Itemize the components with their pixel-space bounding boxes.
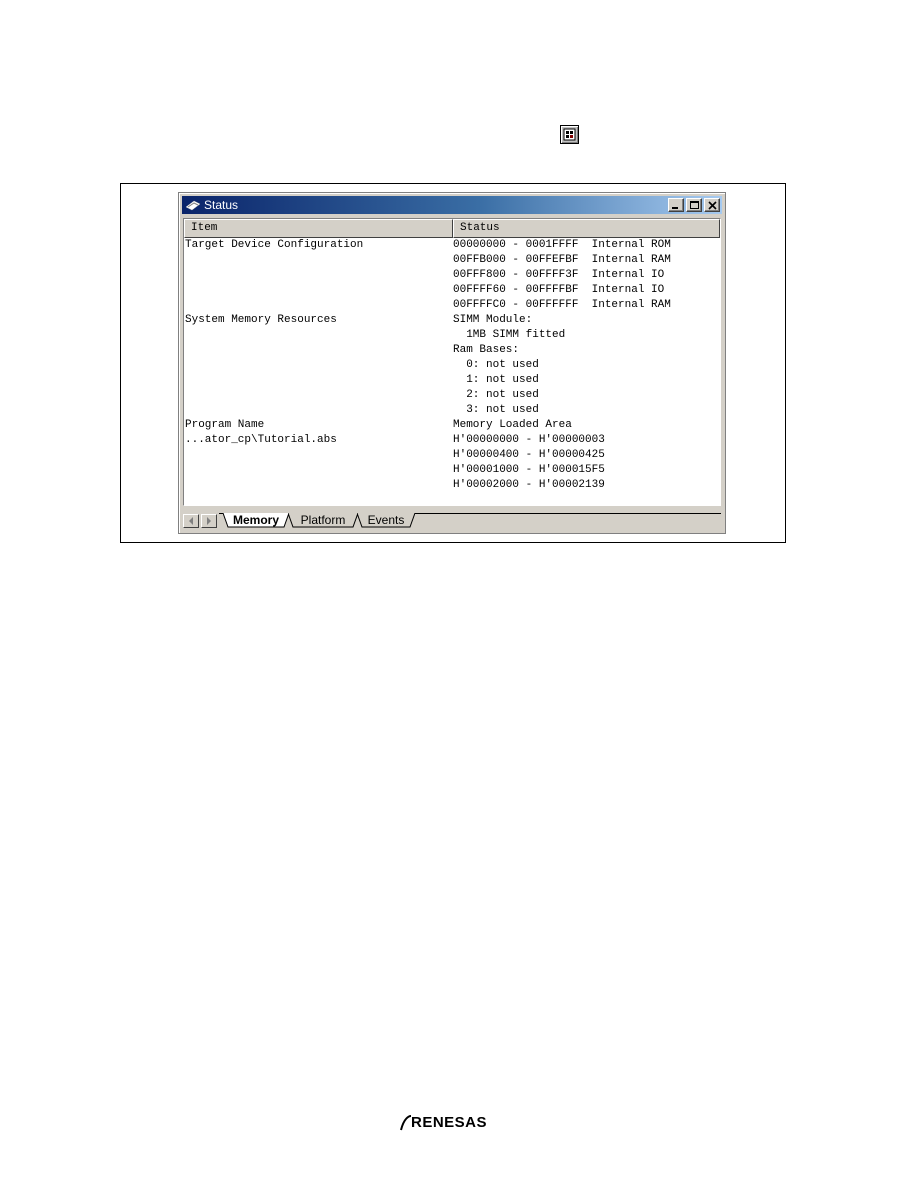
table-row[interactable] (184, 448, 720, 463)
cell-item: Program Name (185, 419, 265, 431)
table-row[interactable] (184, 298, 720, 313)
cell-status: H'00001000 - H'000015F5 (453, 464, 605, 476)
column-header-item[interactable]: Item (184, 219, 453, 238)
cell-status: H'00002000 - H'00002139 (453, 479, 605, 491)
cell-status: 3: not used (453, 404, 539, 416)
close-icon (708, 201, 717, 210)
table-row[interactable] (184, 418, 720, 433)
column-header-status[interactable]: Status (453, 219, 720, 238)
tab-scroll-right-button[interactable] (201, 514, 217, 528)
table-row[interactable] (184, 478, 720, 493)
minimize-button[interactable] (668, 198, 684, 212)
window-app-icon (185, 198, 201, 212)
table-row[interactable] (184, 373, 720, 388)
table-row[interactable] (184, 403, 720, 418)
tab-scroll-left-button[interactable] (183, 514, 199, 528)
maximize-button[interactable] (686, 198, 702, 212)
cell-status: 2: not used (453, 389, 539, 401)
arrow-right-icon (206, 517, 212, 525)
title-bar[interactable] (182, 196, 722, 214)
cell-status: 00FFF800 - 00FFFF3F Internal IO (453, 269, 665, 281)
cell-status: 0: not used (453, 359, 539, 371)
cell-status: H'00000400 - H'00000425 (453, 449, 605, 461)
status-window (178, 192, 726, 534)
cell-status: 00000000 - 0001FFFF Internal ROM (453, 239, 671, 251)
table-row[interactable] (184, 343, 720, 358)
table-row[interactable] (184, 358, 720, 373)
table-row[interactable] (184, 283, 720, 298)
table-row[interactable] (184, 433, 720, 448)
minimize-icon (672, 201, 680, 209)
cell-status: 1: not used (453, 374, 539, 386)
cell-status: SIMM Module: (453, 314, 533, 326)
tab-memory[interactable] (223, 513, 289, 528)
status-list[interactable] (183, 218, 721, 506)
table-row[interactable] (184, 268, 720, 283)
cell-item: System Memory Resources (185, 314, 337, 326)
window-title: Status (204, 198, 239, 212)
tab-strip (183, 509, 721, 529)
logo-text: RENESAS (411, 1114, 488, 1131)
cell-status: Ram Bases: (453, 344, 520, 356)
table-row[interactable] (184, 463, 720, 478)
table-row[interactable] (184, 238, 720, 253)
table-row[interactable] (184, 328, 720, 343)
table-row[interactable] (184, 388, 720, 403)
tab-events[interactable] (357, 513, 415, 528)
tab-platform-label: Platform (300, 513, 346, 527)
close-button[interactable] (704, 198, 720, 212)
table-row[interactable] (184, 313, 720, 328)
tab-events-label: Events (367, 513, 405, 527)
cell-item: ...ator_cp\Tutorial.abs (185, 434, 337, 446)
tab-platform[interactable] (288, 513, 358, 528)
maximize-icon (690, 201, 699, 210)
table-row[interactable] (184, 253, 720, 268)
cell-status: 1MB SIMM fitted (453, 329, 566, 341)
cell-status: 00FFFFC0 - 00FFFFFF Internal RAM (453, 299, 671, 311)
cell-status: H'00000000 - H'00000003 (453, 434, 605, 446)
cell-status: Memory Loaded Area (453, 419, 572, 431)
cell-status: 00FFB000 - 00FFEFBF Internal RAM (453, 254, 671, 266)
renesas-logo (400, 1113, 508, 1133)
status-window-toolbar-icon[interactable] (560, 125, 579, 144)
arrow-left-icon (188, 517, 194, 525)
status-rows (184, 238, 720, 493)
status-icon (563, 128, 576, 141)
tab-memory-label: Memory (232, 513, 279, 527)
cell-status: 00FFFF60 - 00FFFFBF Internal IO (453, 284, 665, 296)
cell-item: Target Device Configuration (185, 239, 364, 251)
